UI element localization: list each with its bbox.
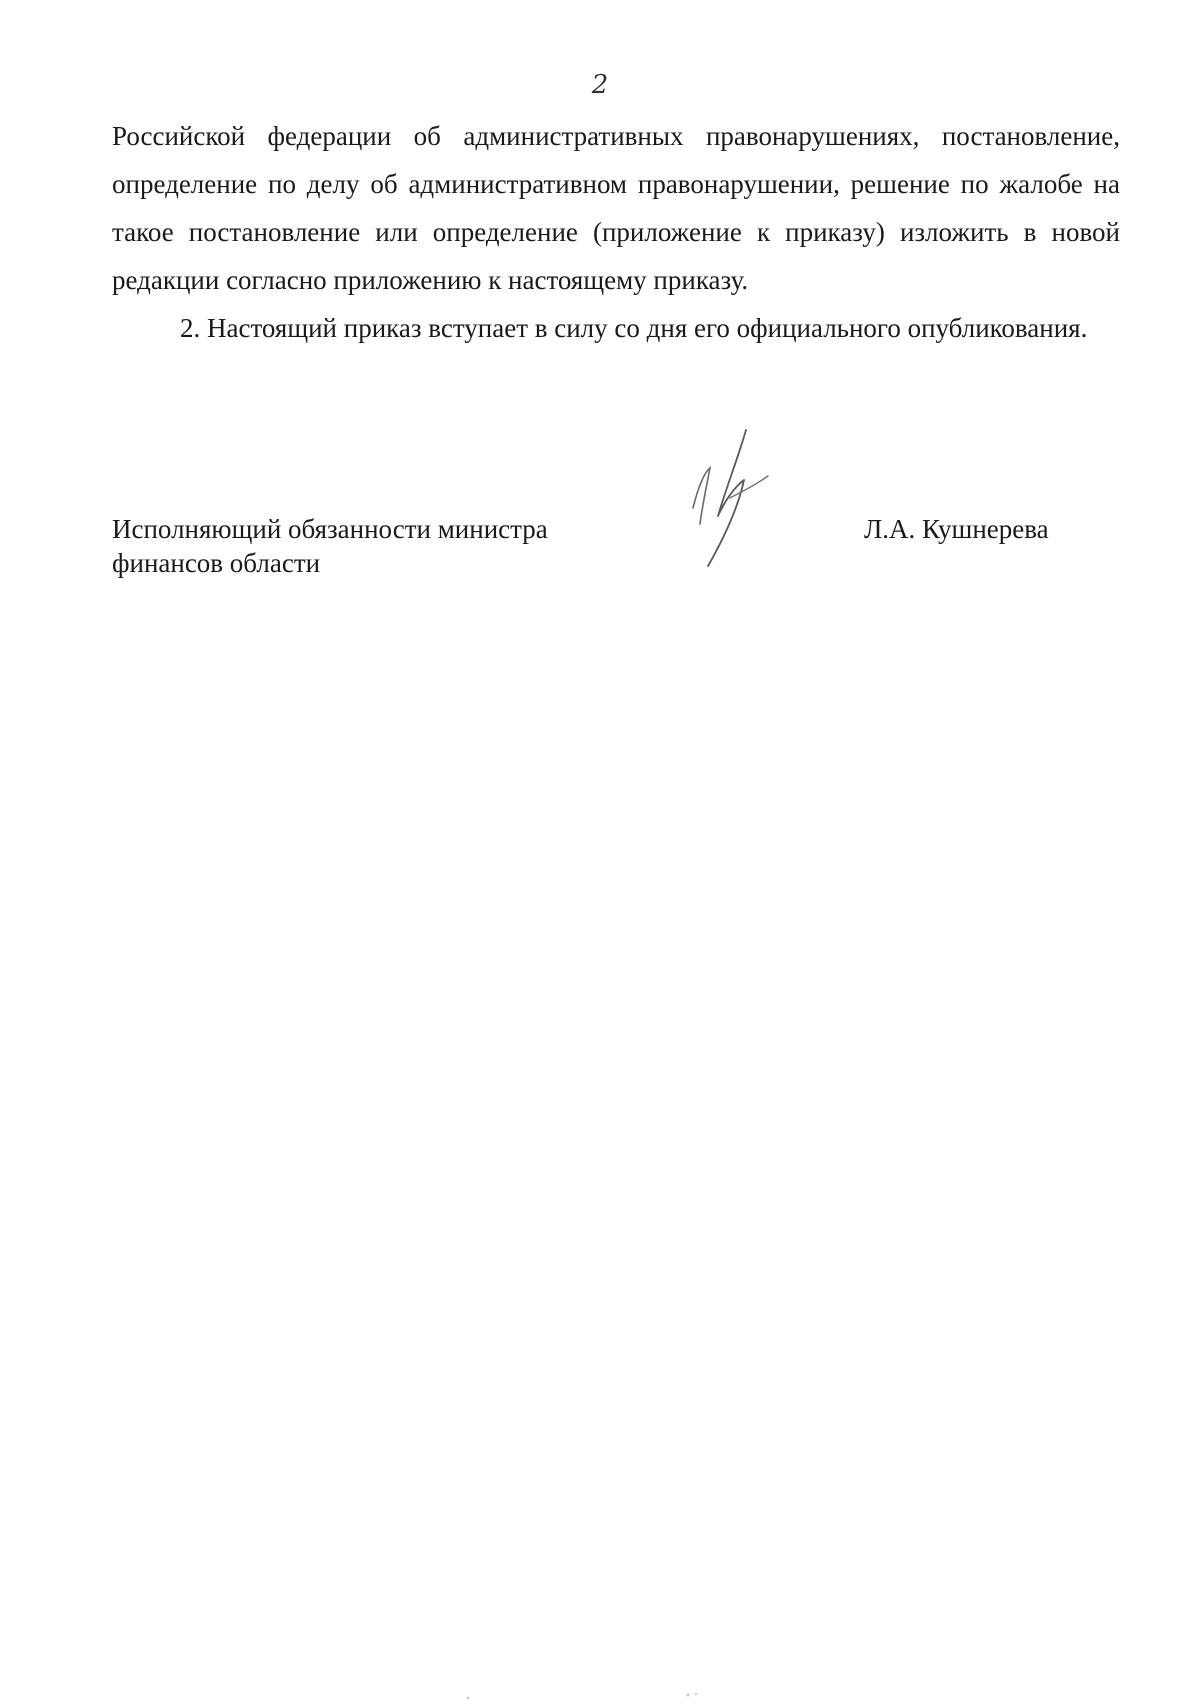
signer-name: Л.А. Кушнерева [864, 514, 1049, 544]
signer-position-line-1: Исполняющий обязанности министра [112, 514, 548, 544]
paragraph-1: Российской федерации об административных правонарушениях, постановление, определение по делу об административном правонарушении, решение по жалобе на такое постановление или определение (приложение к приказу) изложить в новой редакции согласно приложению к настоящему приказу. [112, 121, 1120, 295]
paragraph-2: 2. Настоящий приказ вступает в силу со дня его официального опубликования. [180, 313, 1088, 343]
document-body [112, 112, 1120, 352]
page-number: 2 [591, 70, 609, 100]
scan-specks [430, 1690, 730, 1702]
handwritten-signature [686, 428, 776, 568]
signer-position-line-2: финансов области [112, 548, 321, 578]
signer-position [112, 512, 632, 580]
